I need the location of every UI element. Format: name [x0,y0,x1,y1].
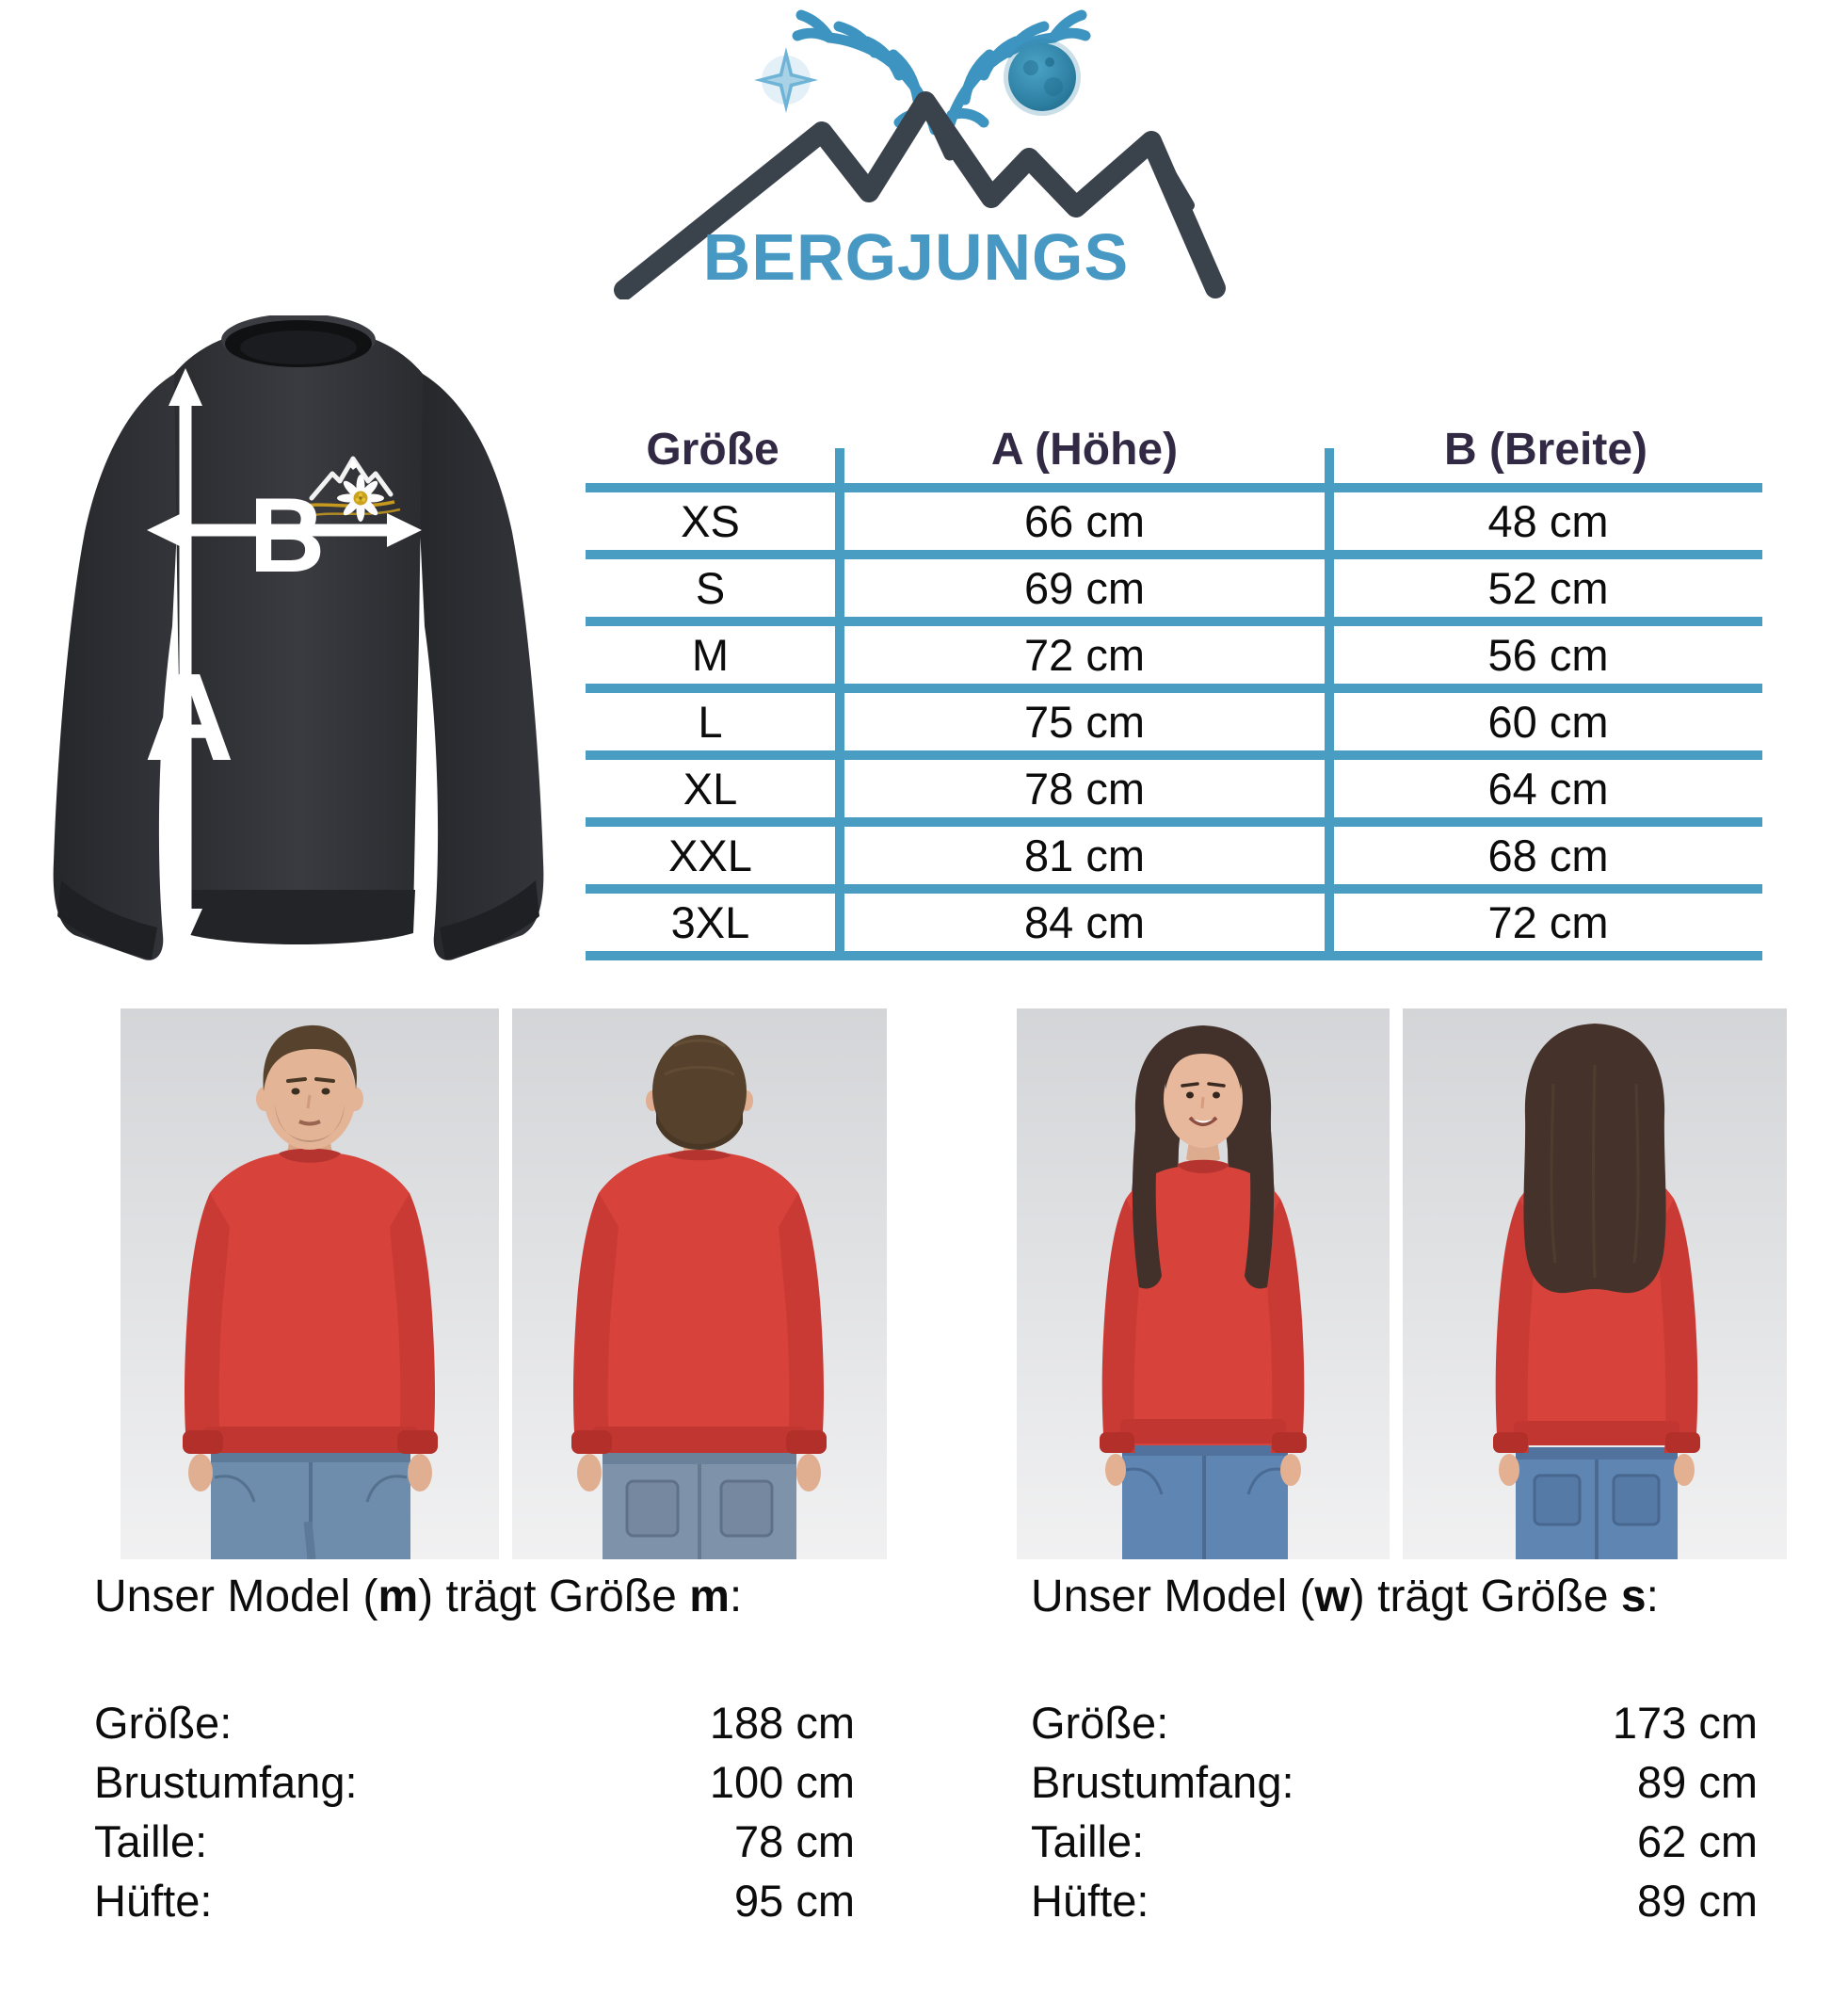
intro-prefix: Unser Model ( [1031,1572,1315,1621]
measurement-row [1031,1871,1758,1930]
table-row [586,555,1762,621]
measurement-value: 188 cm [709,1698,855,1748]
star-icon [754,47,818,113]
model-intro-female [1031,1571,1758,1623]
column-header-height: A (Höhe) [840,424,1329,488]
intro-suffix: : [729,1572,743,1621]
size-table [586,424,1762,960]
cell-width: 68 cm [1329,822,1762,889]
table-row [586,621,1762,688]
measurement-value: 89 cm [1637,1876,1758,1926]
cell-width: 56 cm [1329,621,1762,688]
intro-size: s [1620,1572,1647,1621]
model-caption-female [1031,1571,1758,1930]
measurement-row [1031,1812,1758,1871]
cell-height: 66 cm [840,488,1329,555]
cell-height: 69 cm [840,555,1329,621]
cell-height: 78 cm [840,755,1329,822]
model-photo-female-back [1403,1008,1787,1559]
column-header-width: B (Breite) [1329,424,1762,488]
measurement-label: Brustumfang: [1031,1757,1294,1807]
size-table-header-row [586,424,1762,488]
measurement-value: 173 cm [1612,1698,1758,1748]
measurement-list [94,1693,855,1930]
cell-size: S [586,555,840,621]
table-row [586,488,1762,555]
model-intro-male [94,1571,855,1623]
brand-logo [587,8,1245,299]
measurement-row [94,1693,855,1752]
measurement-row [94,1752,855,1812]
cell-height: 81 cm [840,822,1329,889]
model-photo-male-back [512,1008,887,1559]
width-label: B [249,476,326,594]
size-table-section [586,424,1762,960]
cell-width: 48 cm [1329,488,1762,555]
measurement-value: 62 cm [1637,1816,1758,1866]
cell-height: 84 cm [840,889,1329,956]
table-row [586,889,1762,956]
measurement-label: Taille: [1031,1816,1145,1866]
table-row [586,688,1762,755]
measurement-label: Taille: [94,1816,208,1866]
cell-width: 52 cm [1329,555,1762,621]
column-header-size: Größe [586,424,840,488]
intro-middle: ) trägt Größe [1349,1572,1621,1621]
measurement-list [1031,1693,1758,1930]
measurement-row [1031,1693,1758,1752]
cell-size: XS [586,488,840,555]
intro-middle: ) trägt Größe [418,1572,690,1621]
measurement-value: 89 cm [1637,1757,1758,1807]
cell-width: 72 cm [1329,889,1762,956]
cell-size: XL [586,755,840,822]
intro-size: m [689,1572,730,1621]
sweatshirt-graphic [54,315,544,960]
cell-size: XXL [586,822,840,889]
cell-size: L [586,688,840,755]
model-caption-male [94,1571,855,1930]
intro-gender: w [1314,1572,1350,1621]
measurement-label: Größe: [94,1698,233,1748]
table-row [586,822,1762,889]
moon-icon [1004,39,1081,116]
cell-size: M [586,621,840,688]
measurement-row [1031,1752,1758,1812]
intro-prefix: Unser Model ( [94,1572,378,1621]
intro-suffix: : [1646,1572,1659,1621]
sweatshirt-measure-diagram [33,315,560,975]
cell-width: 64 cm [1329,755,1762,822]
cell-width: 60 cm [1329,688,1762,755]
cell-height: 72 cm [840,621,1329,688]
measurement-label: Brustumfang: [94,1757,358,1807]
measurement-label: Größe: [1031,1698,1169,1748]
height-label: A [144,648,234,786]
measurement-label: Hüfte: [94,1876,213,1926]
intro-gender: m [378,1572,419,1621]
cell-height: 75 cm [840,688,1329,755]
table-row [586,755,1762,822]
measurement-value: 78 cm [734,1816,855,1866]
cell-size: 3XL [586,889,840,956]
model-photo-female-front [1017,1008,1390,1559]
brand-wordmark: BERGJUNGS [702,220,1130,294]
measurement-value: 95 cm [734,1876,855,1926]
measurement-value: 100 cm [709,1757,855,1807]
measurement-row [94,1812,855,1871]
measurement-label: Hüfte: [1031,1876,1149,1926]
measurement-row [94,1871,855,1930]
model-photo-male-front [121,1008,499,1559]
